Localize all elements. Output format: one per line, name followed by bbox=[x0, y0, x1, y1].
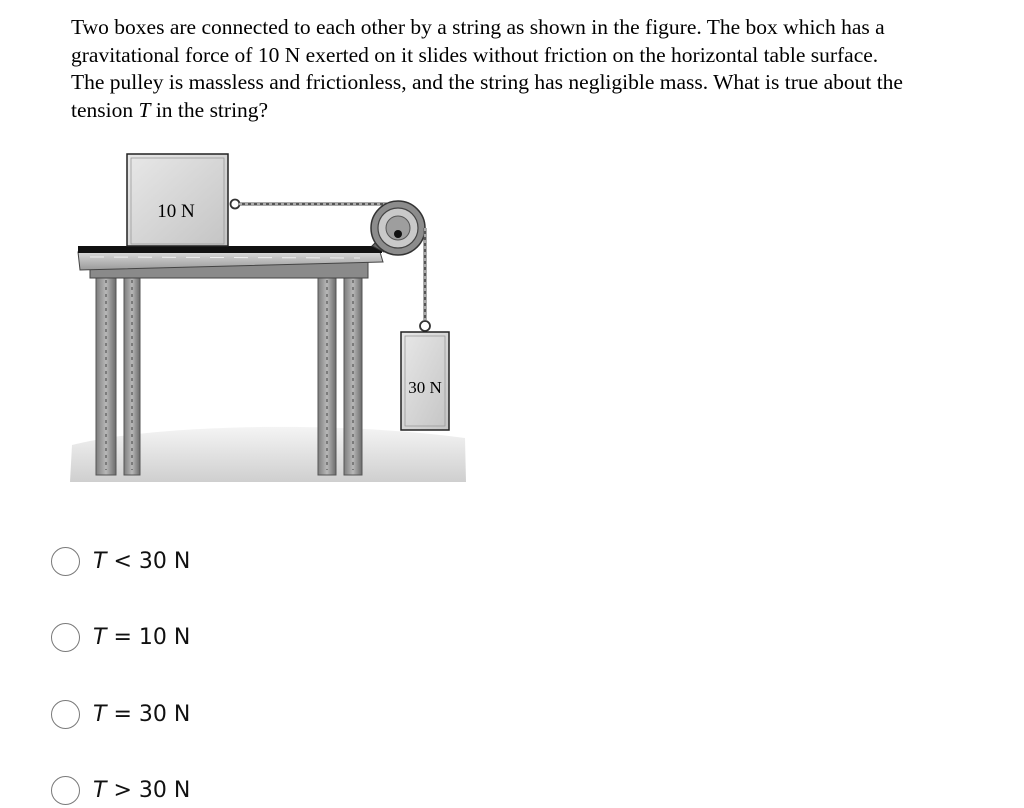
question-line-start: tension bbox=[71, 97, 139, 122]
question-line: gravitational force of 10 N exerted on it slides without friction on the horizontal table surface. bbox=[71, 42, 879, 67]
radio-button[interactable] bbox=[51, 623, 80, 652]
option-t-equals-10[interactable] bbox=[51, 620, 190, 654]
option-label bbox=[93, 625, 190, 650]
tension-variable: T bbox=[93, 624, 107, 650]
question-line: Two boxes are connected to each other by a string as shown in the figure. The box which has a bbox=[71, 15, 885, 39]
option-t-equals-30[interactable] bbox=[51, 697, 190, 731]
hanging-box-label: 30 N bbox=[408, 378, 442, 397]
radio-button[interactable] bbox=[51, 776, 80, 805]
tension-variable: T bbox=[93, 701, 107, 727]
tension-variable: T bbox=[138, 97, 151, 122]
box-on-table bbox=[127, 154, 228, 246]
option-relation: < 30 N bbox=[106, 548, 191, 574]
option-t-less-than-30[interactable] bbox=[51, 544, 190, 578]
option-label bbox=[93, 702, 190, 727]
hanging-box bbox=[401, 332, 449, 430]
hanging-box-hook bbox=[420, 321, 430, 331]
option-label bbox=[93, 549, 190, 574]
option-label bbox=[93, 778, 190, 803]
option-relation: = 30 N bbox=[106, 701, 191, 727]
tension-variable: T bbox=[93, 548, 107, 574]
box-on-table-label: 10 N bbox=[157, 201, 195, 222]
option-relation: = 10 N bbox=[106, 624, 191, 650]
radio-button[interactable] bbox=[51, 700, 80, 729]
radio-button[interactable] bbox=[51, 547, 80, 576]
option-relation: > 30 N bbox=[106, 777, 191, 803]
box-hook bbox=[231, 200, 240, 209]
pulley-wheel bbox=[371, 201, 425, 255]
tension-variable: T bbox=[93, 777, 107, 803]
option-t-greater-than-30[interactable] bbox=[51, 773, 190, 807]
question-line: The pulley is massless and frictionless, and the string has negligible mass. What is true about the bbox=[71, 70, 903, 94]
question-line-end: in the string? bbox=[150, 97, 269, 122]
